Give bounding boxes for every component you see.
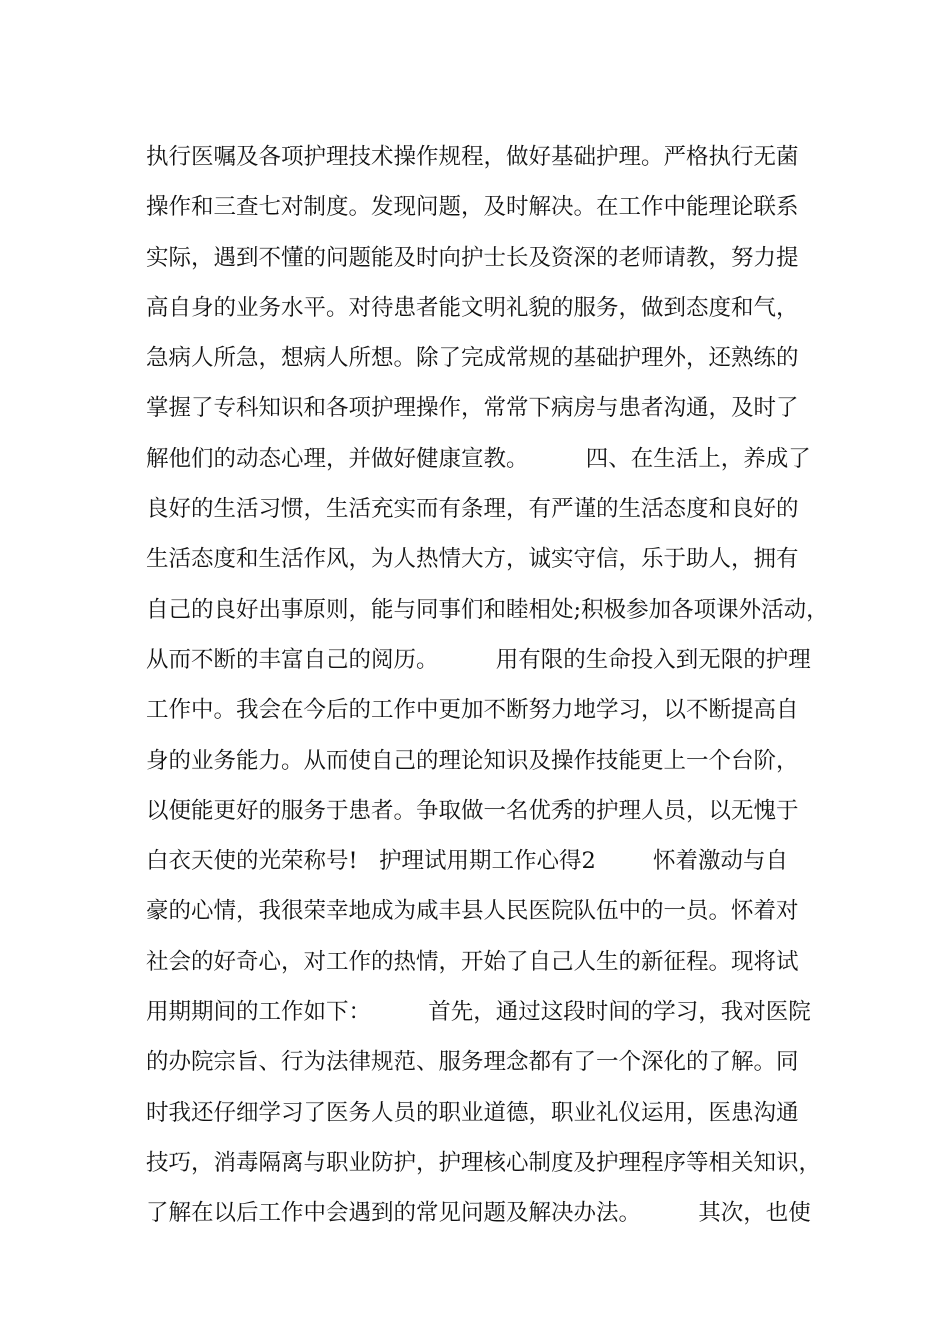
text-line: 的办院宗旨、行为法律规范、服务理念都有了一个深化的了解。同 [146, 1049, 799, 1076]
text-line: 生活态度和生活作风，为人热情大方，诚实守信，乐于助人，拥有 [146, 546, 799, 573]
text-line: 时我还仔细学习了医务人员的职业道德，职业礼仪运用，医患沟通 [146, 1099, 799, 1126]
text-line: 良好的生活习惯，生活充实而有条理，有严谨的生活态度和良好的 [146, 496, 799, 523]
text-line: 急病人所急，想病人所想。除了完成常规的基础护理外，还熟练的 [146, 345, 799, 372]
text-line: 了解在以后工作中会遇到的常见问题及解决办法。 其次，也使 [146, 1200, 811, 1227]
text-line: 以便能更好的服务于患者。争取做一名优秀的护理人员，以无愧于 [146, 797, 799, 824]
body-text [146, 132, 829, 1239]
text-line: 豪的心情，我很荣幸地成为咸丰县人民医院队伍中的一员。怀着对 [146, 898, 799, 925]
text-line: 解他们的动态心理，并做好健康宣教。 四、在生活上，养成了 [146, 445, 811, 472]
text-line: 执行医嘱及各项护理技术操作规程，做好基础护理。严格执行无菌 [146, 144, 799, 170]
text-line: 高自身的业务水平。对待患者能文明礼貌的服务，做到态度和气， [146, 294, 799, 321]
text-line: 掌握了专科知识和各项护理操作，常常下病房与患者沟通，及时了 [146, 395, 799, 422]
text-line: 自己的良好出事原则，能与同事们和睦相处;积极参加各项课外活动， [146, 596, 829, 623]
text-line: 用期期间的工作如下： 首先，通过这段时间的学习，我对医院 [146, 999, 811, 1026]
text-line: 从而不断的丰富自己的阅历。 用有限的生命投入到无限的护理 [146, 646, 811, 673]
text-line: 身的业务能力。从而使自己的理论知识及操作技能更上一个台阶， [146, 747, 799, 774]
text-line: 实际，遇到不懂的问题能及时向护士长及资深的老师请教，努力提 [146, 244, 799, 271]
text-line: 操作和三查七对制度。发现问题，及时解决。在工作中能理论联系 [146, 194, 799, 221]
text-line: 技巧，消毒隔离与职业防护，护理核心制度及护理程序等相关知识， [146, 1149, 822, 1176]
text-line: 工作中。我会在今后的工作中更加不断努力地学习，以不断提高自 [146, 697, 799, 724]
text-line: 社会的好奇心，对工作的热情，开始了自己人生的新征程。现将试 [146, 948, 799, 975]
text-line: 白衣天使的光荣称号! 护理试用期工作心得2 怀着激动与自 [146, 848, 789, 875]
